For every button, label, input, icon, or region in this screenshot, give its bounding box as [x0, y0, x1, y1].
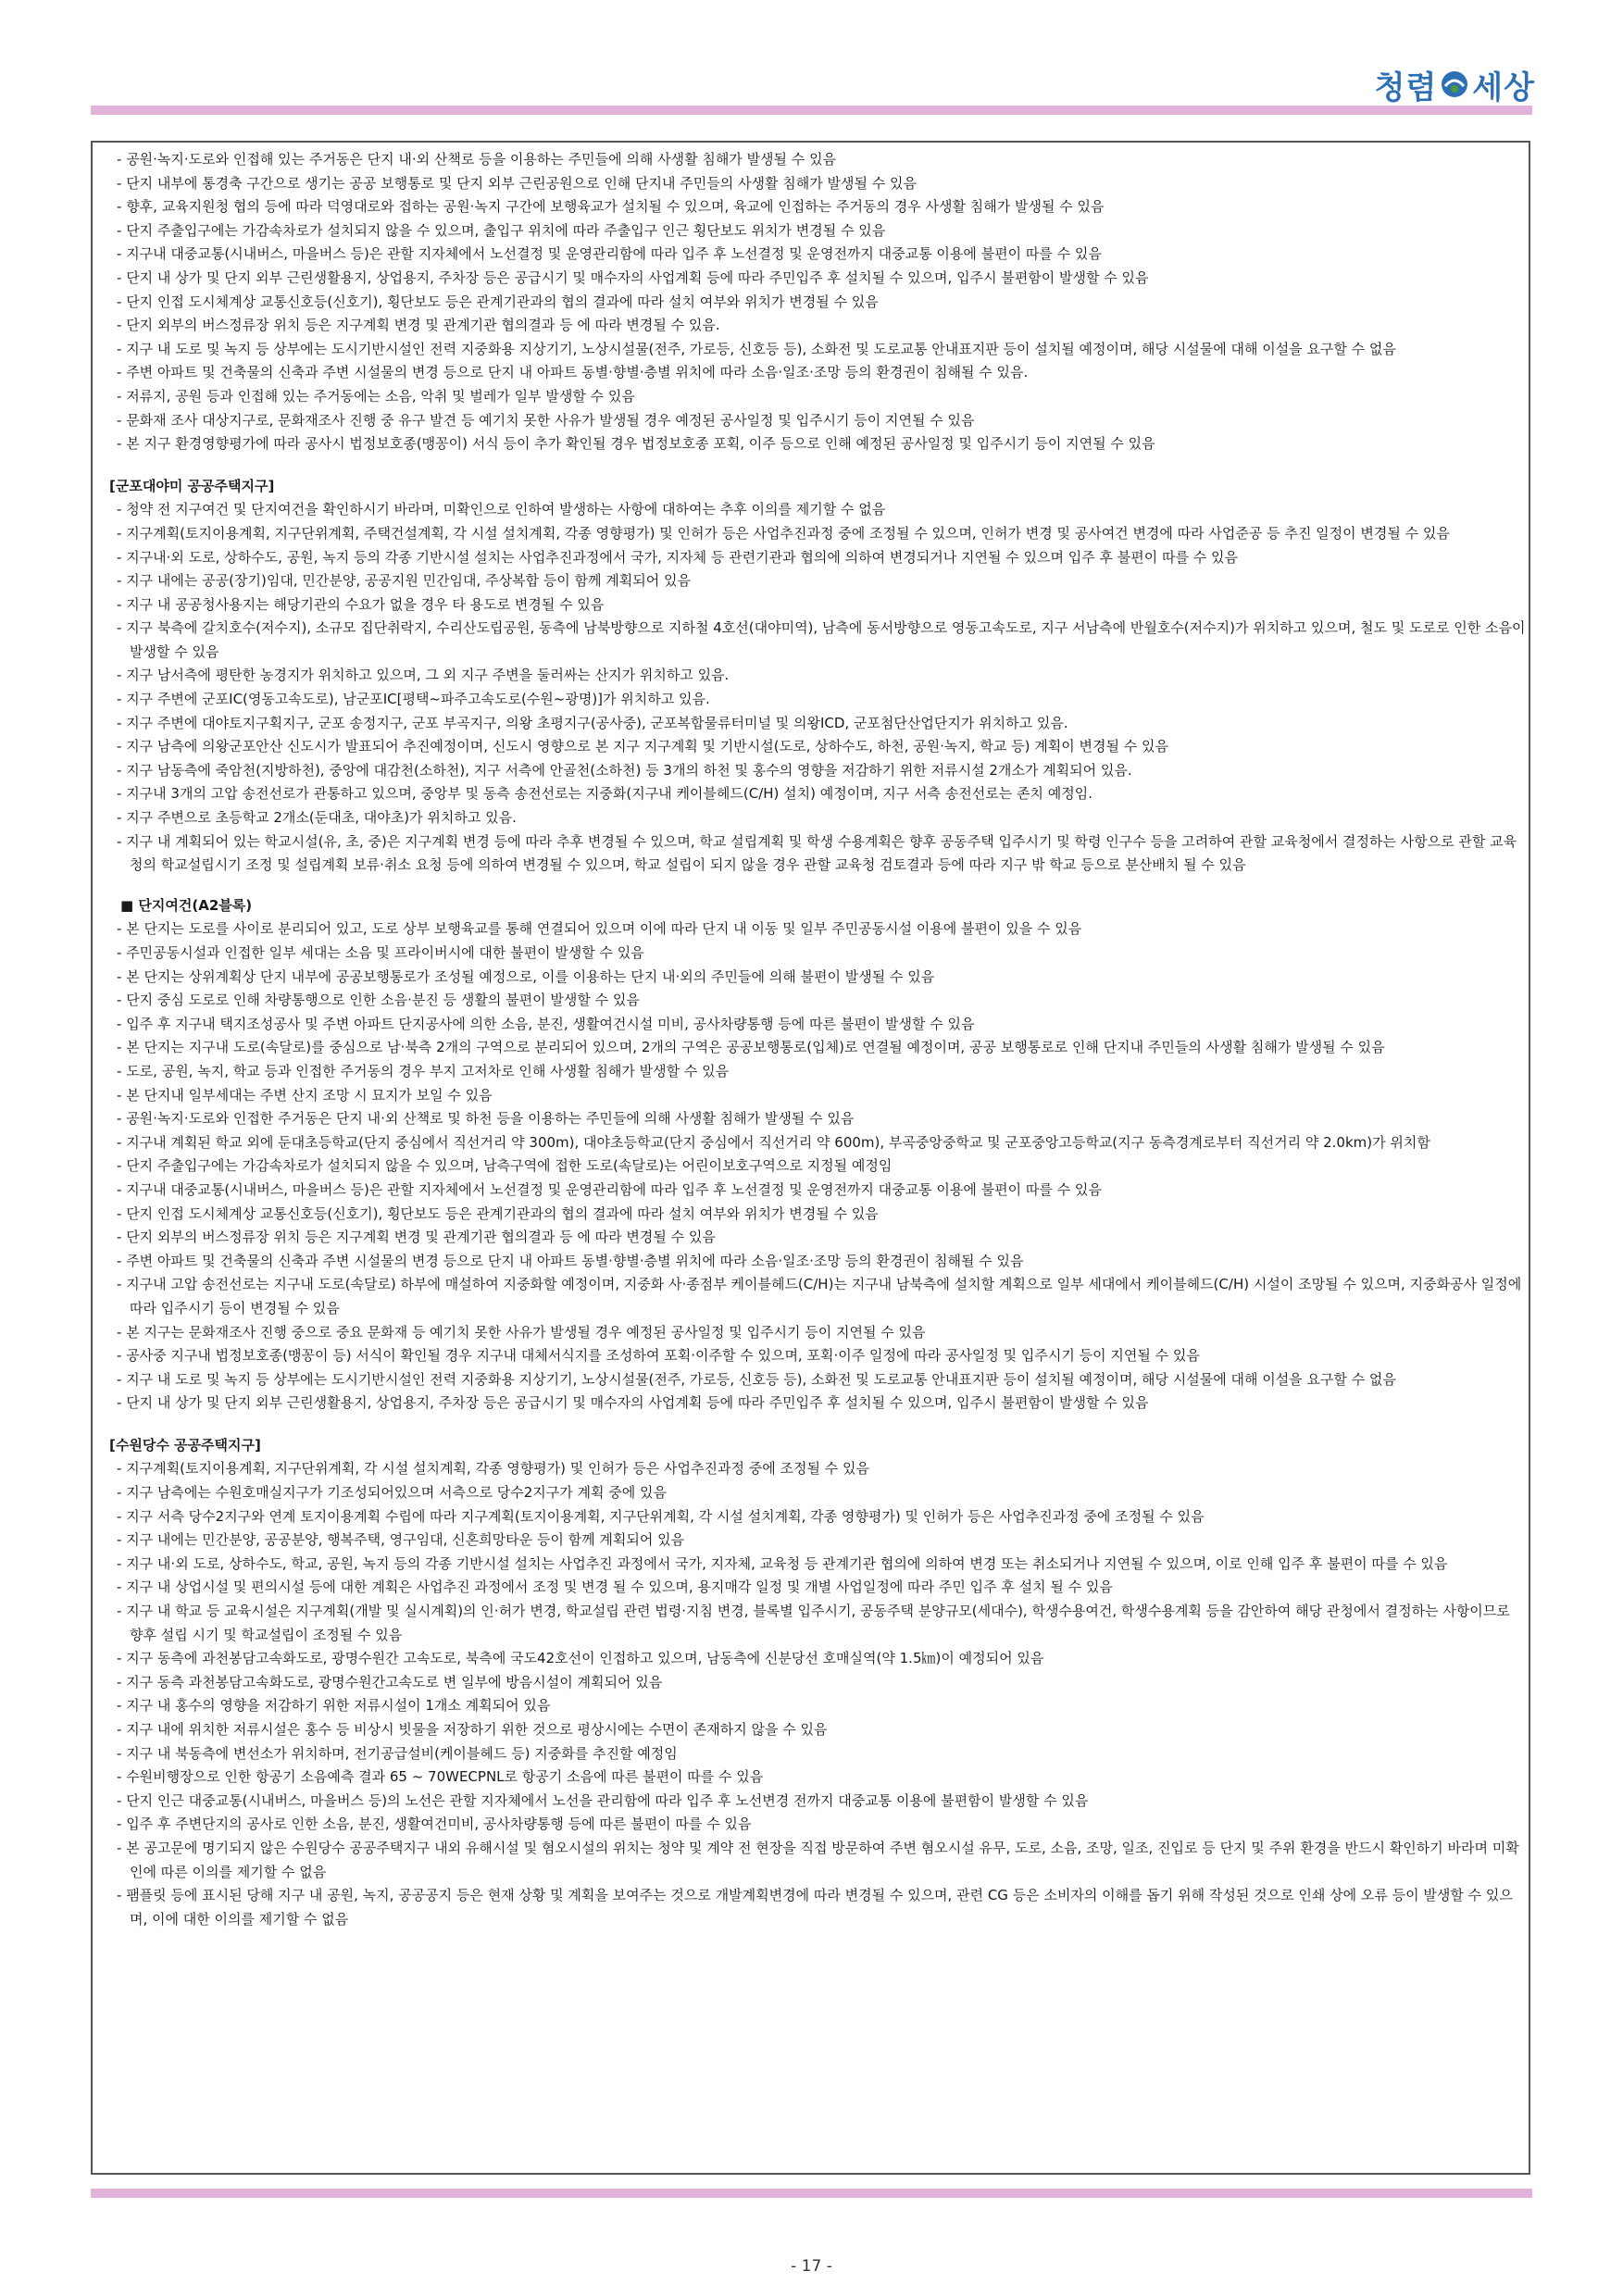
- list-item: - 지구내 계획된 학교 외에 둔대초등학교(단지 중심에서 직선거리 약 300m), 대야초등학교(단지 중심에서 직선거리 약 600m), 부곡중앙중학교 및 군포중앙고등학교(지구 동측경계로부터 직선거리 약 2.0km)가 위치함: [100, 1131, 1526, 1155]
- list-item: - 본 공고문에 명기되지 않은 수원당수 공공주택지구 내외 유해시설 및 혐오시설의 위치는 청약 및 계약 전 현장을 직접 방문하여 주변 혐오시설 유무, 도로, 소음, 조망, 일조, 진입로 등 단지 및 주위 환경을 반드시 확인하기 바라며 미확인에 따른 이의를 제기할 수 없음: [100, 1837, 1526, 1884]
- list-item: - 단지 내부에 통경축 구간으로 생기는 공공 보행통로 및 단지 외부 근린공원으로 인해 단지내 주민들의 사생활 침해가 발생될 수 있음: [100, 172, 1526, 196]
- list-item: - 청약 전 지구여건 및 단지여건을 확인하시기 바라며, 미확인으로 인하여 발생하는 사항에 대하여는 추후 이의를 제기할 수 없음: [100, 498, 1526, 522]
- footer-divider: [91, 2189, 1532, 2198]
- list-item: - 단지 주출입구에는 가감속차로가 설치되지 않을 수 있으며, 출입구 위치에 따라 주출입구 인근 횡단보도 위치가 변경될 수 있음: [100, 219, 1526, 243]
- list-item: - 단지 외부의 버스정류장 위치 등은 지구계획 변경 및 관계기관 협의결과 등 에 따라 변경될 수 있음: [100, 1226, 1526, 1250]
- page-number: - 17 -: [791, 2257, 832, 2276]
- header-divider: [91, 106, 1532, 115]
- list-item: - 지구 주변에 대야토지구획지구, 군포 송정지구, 군포 부곡지구, 의왕 초평지구(공사중), 군포복합물류터미널 및 의왕ICD, 군포첨단산업단지가 위치하고 있음.: [100, 712, 1526, 736]
- list-item: - 지구 내에 위치한 저류시설은 홍수 등 비상시 빗물을 저장하기 위한 것으로 평상시에는 수면이 존재하지 않을 수 있음: [100, 1718, 1526, 1742]
- list-item: - 지구 서측 당수2지구와 연계 토지이용계획 수립에 따라 지구계획(토지이용계획, 지구단위계획, 각 시설 설치계획, 각종 영향평가) 및 인허가 등은 사업추진과정 중에 조정될 수 있음: [100, 1505, 1526, 1529]
- logo: [1375, 61, 1535, 107]
- a2-list: [100, 917, 1526, 1415]
- section-title-a2: ■ 단지여건(A2블록): [100, 894, 1526, 918]
- list-item: - 지구 남서측에 평탄한 농경지가 위치하고 있으며, 그 외 지구 주변을 둘러싸는 산지가 위치하고 있음.: [100, 664, 1526, 688]
- list-item: - 본 단지는 지구내 도로(속달로)를 중심으로 남·북측 2개의 구역으로 분리되어 있으며, 2개의 구역은 공공보행통로(입체)로 연결될 예정이며, 공공 보행통로로 인해 단지내 주민들의 사생활 침해가 발생될 수 있음: [100, 1036, 1526, 1060]
- list-item: - 팸플릿 등에 표시된 당해 지구 내 공원, 녹지, 공공공지 등은 현재 상황 및 계획을 보여주는 것으로 개발계획변경에 따라 변경될 수 있으며, 관련 CG 등은 소비자의 이해를 돕기 위해 작성된 것으로 인쇄 상에 오류 등이 발생할 수 있으며, 이에 대한 이의를 제기할 수 없음: [100, 1884, 1526, 1931]
- list-item: - 본 지구는 문화재조사 진행 중으로 중요 문화재 등 예기치 못한 사유가 발생될 경우 예정된 공사일정 및 입주시기 등이 지연될 수 있음: [100, 1321, 1526, 1345]
- list-item: - 단지 주출입구에는 가감속차로가 설치되지 않을 수 있으며, 남측구역에 접한 도로(속달로)는 어린이보호구역으로 지정될 예정임: [100, 1154, 1526, 1179]
- list-item: - 지구 북측에 갈치호수(저수지), 소규모 집단취락지, 수리산도립공원, 동측에 남북방향으로 지하철 4호선(대야미역), 남측에 동서방향으로 영동고속도로, 지구 서남측에 반월호수(저수지)가 위치하고 있으며, 철도 및 도로로 인한 소음이 발생할 수 있음: [100, 617, 1526, 664]
- list-item: - 본 단지는 도로를 사이로 분리되어 있고, 도로 상부 보행육교를 통해 연결되어 있으며 이에 따라 단지 내 이동 및 일부 주민공동시설 이용에 불편이 있을 수 있음: [100, 917, 1526, 942]
- list-item: - 단지 중심 도로로 인해 차량통행으로 인한 소음·분진 등 생활의 불편이 발생할 수 있음: [100, 989, 1526, 1013]
- list-item: - 단지 인접 도시체계상 교통신호등(신호기), 횡단보도 등은 관계기관과의 협의 결과에 따라 설치 여부와 위치가 변경될 수 있음: [100, 1203, 1526, 1227]
- list-item: - 지구 남측에 의왕군포안산 신도시가 발표되어 추진예정이며, 신도시 영향으로 본 지구 지구계획 및 기반시설(도로, 상하수도, 하천, 공원·녹지, 학교 등) 계획이 변경될 수 있음: [100, 735, 1526, 759]
- list-item: - 주변 아파트 및 건축물의 신축과 주변 시설물의 변경 등으로 단지 내 아파트 동별·향별·층별 위치에 따라 소음·일조·조망 등의 환경권이 침해될 수 있음.: [100, 361, 1526, 385]
- list-item: - 향후, 교육지원청 협의 등에 따라 덕영대로와 접하는 공원·녹지 구간에 보행육교가 설치될 수 있으며, 육교에 인접하는 주거동의 경우 사생활 침해가 발생될 수 있음: [100, 195, 1526, 219]
- list-item: - 지구내 3개의 고압 송전선로가 관통하고 있으며, 중앙부 및 동측 송전선로는 지중화(지구내 케이블헤드(C/H) 설치) 예정이며, 지구 서측 송전선로는 존치 예정임.: [100, 782, 1526, 806]
- list-item: - 지구 남측에는 수원호매실지구가 기조성되어있으며 서측으로 당수2지구가 계획 중에 있음: [100, 1481, 1526, 1505]
- list-item: - 지구 동측 과천봉담고속화도로, 광명수원간고속도로 변 일부에 방음시설이 계획되어 있음: [100, 1671, 1526, 1695]
- list-item: - 공원·녹지·도로와 인접해 있는 주거동은 단지 내·외 산책로 등을 이용하는 주민들에 의해 사생활 침해가 발생될 수 있음: [100, 148, 1526, 172]
- list-item: - 지구계획(토지이용계획, 지구단위계획, 주택건설계획, 각 시설 설치계획, 각종 영향평가) 및 인허가 등은 사업추진과정 중에 조정될 수 있으며, 인허가 변경 및 공사여건 변경에 따라 사업준공 등 추진 일정이 변경될 수 있음: [100, 522, 1526, 546]
- list-item: - 지구 내·외 도로, 상하수도, 학교, 공원, 녹지 등의 각종 기반시설 설치는 사업추진 과정에서 국가, 지자체, 교육청 등 관계기관 협의에 의하여 변경 또는 취소되거나 지연될 수 있으며, 이로 인해 입주 후 불편이 따를 수 있음: [100, 1553, 1526, 1577]
- list-item: - 지구 내 북동측에 변선소가 위치하며, 전기공급설비(케이블헤드 등) 지중화를 추진할 예정임: [100, 1742, 1526, 1766]
- intro-list: [100, 148, 1526, 456]
- list-item: - 지구 내 계획되어 있는 학교시설(유, 초, 중)은 지구계획 변경 등에 따라 추후 변경될 수 있으며, 학교 설립계획 및 학생 수용계획은 향후 공동주택 입주시기 및 학령 인구수 등을 고려하여 관할 교육청에서 결정하는 사항으로 관할 교육청의 학교설립시기 조정 및 설립계획 보류·취소 요청 등에 의하여 변경될 수 있으며, 학교 설립이 되지 않을 경우 관할 교육청 검토결과 등에 따라 지구 밖 학교 등으로 분산배치 될 수 있음: [100, 830, 1526, 878]
- list-item: - 지구내·외 도로, 상하수도, 공원, 녹지 등의 각종 기반시설 설치는 사업추진과정에서 국가, 지자체 등 관련기관과 협의에 의하여 변경되거나 지연될 수 있으며 입주 후 불편이 따를 수 있음: [100, 546, 1526, 570]
- list-item: - 지구 내 상업시설 및 편의시설 등에 대한 계획은 사업추진 과정에서 조정 및 변경 될 수 있으며, 용지매각 일정 및 개별 사업일정에 따라 주민 입주 후 설치 될 수 있음: [100, 1576, 1526, 1600]
- list-item: - 지구 내 공공청사용지는 해당기관의 수요가 없을 경우 타 용도로 변경될 수 있음: [100, 593, 1526, 618]
- list-item: - 본 지구 환경영향평가에 따라 공사시 법정보호종(맹꽁이) 서식 등이 추가 확인될 경우 법정보호종 포획, 이주 등으로 인해 예정된 공사일정 및 입주시기 등이 지연될 수 있음: [100, 432, 1526, 456]
- list-item: - 지구 내에는 공공(장기)임대, 민간분양, 공공지원 민간임대, 주상복합 등이 함께 계획되어 있음: [100, 569, 1526, 593]
- suwon-list: [100, 1457, 1526, 1931]
- logo-emblem-icon: [1440, 69, 1469, 99]
- list-item: - 지구 남동측에 죽암천(지방하천), 중앙에 대감천(소하천), 지구 서측에 안골천(소하천) 등 3개의 하천 및 홍수의 영향을 저감하기 위한 저류시설 2개소가 계획되어 있음.: [100, 759, 1526, 783]
- logo-text-1: 청렴: [1374, 69, 1438, 106]
- list-item: - 지구 내 학교 등 교육시설은 지구계획(개발 및 실시계획)의 인·허가 변경, 학교설립 관련 법령·지침 변경, 블록별 입주시기, 공동주택 분양규모(세대수), 학생수용여건, 학생수용계획 등을 감안하여 해당 관청에서 결정하는 사항이므로 향후 설립 시기 및 학교설립이 조정될 수 있음: [100, 1600, 1526, 1647]
- list-item: - 지구내 대중교통(시내버스, 마을버스 등)은 관할 지자체에서 노선결정 및 운영관리함에 따라 입주 후 노선결정 및 운영전까지 대중교통 이용에 불편이 따를 수 있음: [100, 1179, 1526, 1203]
- list-item: - 도로, 공원, 녹지, 학교 등과 인접한 주거동의 경우 부지 고저차로 인해 사생활 침해가 발생할 수 있음: [100, 1060, 1526, 1084]
- list-item: - 단지 외부의 버스정류장 위치 등은 지구계획 변경 및 관계기관 협의결과 등 에 따라 변경될 수 있음.: [100, 314, 1526, 338]
- list-item: - 문화재 조사 대상지구로, 문화재조사 진행 중 유구 발견 등 예기치 못한 사유가 발생될 경우 예정된 공사일정 및 입주시기 등이 지연될 수 있음: [100, 409, 1526, 433]
- list-item: - 주변 아파트 및 건축물의 신축과 주변 시설물의 변경 등으로 단지 내 아파트 동별·향별·층별 위치에 따라 소음·일조·조망 등의 환경권이 침해될 수 있음: [100, 1250, 1526, 1274]
- list-item: - 지구계획(토지이용계획, 지구단위계획, 각 시설 설치계획, 각종 영향평가) 및 인허가 등은 사업추진과정 중에 조정될 수 있음: [100, 1457, 1526, 1481]
- list-item: - 수원비행장으로 인한 항공기 소음예측 결과 65 ~ 70WECPNL로 항공기 소음에 따른 불편이 따를 수 있음: [100, 1766, 1526, 1790]
- list-item: - 단지 인접 도시체계상 교통신호등(신호기), 횡단보도 등은 관계기관과의 협의 결과에 따라 설치 여부와 위치가 변경될 수 있음: [100, 291, 1526, 315]
- list-item: - 주민공동시설과 인접한 일부 세대는 소음 및 프라이버시에 대한 불편이 발생할 수 있음: [100, 942, 1526, 966]
- list-item: - 단지 내 상가 및 단지 외부 근린생활용지, 상업용지, 주차장 등은 공급시기 및 매수자의 사업계획 등에 따라 주민입주 후 설치될 수 있으며, 입주시 불편함이 발생할 수 있음: [100, 267, 1526, 291]
- list-item: - 지구 내 홍수의 영향을 저감하기 위한 저류시설이 1개소 계획되어 있음: [100, 1694, 1526, 1718]
- list-item: - 본 단지는 상위계획상 단지 내부에 공공보행통로가 조성될 예정으로, 이를 이용하는 단지 내·외의 주민들에 의해 불편이 발생될 수 있음: [100, 966, 1526, 990]
- document-body: [100, 148, 1526, 1931]
- list-item: - 입주 후 지구내 택지조성공사 및 주변 아파트 단지공사에 의한 소음, 분진, 생활여건시설 미비, 공사차량통행 등에 따른 불편이 발생할 수 있음: [100, 1013, 1526, 1037]
- list-item: - 지구 내에는 민간분양, 공공분양, 행복주택, 영구임대, 신혼희망타운 등이 함께 계획되어 있음: [100, 1529, 1526, 1553]
- list-item: - 본 단지내 일부세대는 주변 산지 조망 시 묘지가 보일 수 있음: [100, 1084, 1526, 1108]
- list-item: - 공사중 지구내 법정보호종(맹꽁이 등) 서식이 확인될 경우 지구내 대체서식지를 조성하여 포획·이주할 수 있으며, 포획·이주 일정에 따라 공사일정 및 입주시기 등이 지연될 수 있음: [100, 1344, 1526, 1368]
- list-item: - 단지 인근 대중교통(시내버스, 마을버스 등)의 노선은 관할 지자체에서 노선을 관리함에 따라 입주 후 노선변경 전까지 대중교통 이용에 불편함이 발생할 수 있음: [100, 1790, 1526, 1814]
- list-item: - 입주 후 주변단지의 공사로 인한 소음, 분진, 생활여건미비, 공사차량통행 등에 따른 불편이 따를 수 있음: [100, 1813, 1526, 1837]
- list-item: - 지구내 고압 송전선로는 지구내 도로(속달로) 하부에 매설하여 지중화할 예정이며, 지중화 사·종점부 케이블헤드(C/H)는 지구내 남북측에 설치할 계획으로 일부 세대에서 케이블헤드(C/H) 시설이 조망될 수 있으며, 지중화공사 일정에 따라 입주시기 등이 변경될 수 있음: [100, 1273, 1526, 1320]
- section-title-gunpo: [군포대야미 공공주택지구]: [109, 477, 275, 494]
- list-item: - 지구 내 도로 및 녹지 등 상부에는 도시기반시설인 전력 지중화용 지상기기, 노상시설물(전주, 가로등, 신호등 등), 소화전 및 도로교통 안내표지판 등이 설치될 예정이며, 해당 시설물에 대해 이설을 요구할 수 없음: [100, 338, 1526, 362]
- list-item: - 지구 동측에 과천봉담고속화도로, 광명수원간 고속도로, 북측에 국도42호선이 인접하고 있으며, 남동측에 신분당선 호매실역(약 1.5㎞)이 예정되어 있음: [100, 1647, 1526, 1671]
- list-item: - 지구 내 도로 및 녹지 등 상부에는 도시기반시설인 전력 지중화용 지상기기, 노상시설물(전주, 가로등, 신호등 등), 소화전 및 도로교통 안내표지판 등이 설치될 예정이며, 해당 시설물에 대해 이설을 요구할 수 없음: [100, 1368, 1526, 1392]
- list-item: - 지구 주변에 군포IC(영동고속도로), 남군포IC[평택~파주고속도로(수원~광명)]가 위치하고 있음.: [100, 688, 1526, 712]
- list-item: - 공원·녹지·도로와 인접한 주거동은 단지 내·외 산책로 및 하천 등을 이용하는 주민들에 의해 사생활 침해가 발생될 수 있음: [100, 1107, 1526, 1131]
- list-item: - 단지 내 상가 및 단지 외부 근린생활용지, 상업용지, 주차장 등은 공급시기 및 매수자의 사업계획 등에 따라 주민입주 후 설치될 수 있으며, 입주시 불편함이 발생할 수 있음: [100, 1391, 1526, 1416]
- list-item: - 저류지, 공원 등과 인접해 있는 주거동에는 소음, 악취 및 벌레가 일부 발생할 수 있음: [100, 385, 1526, 409]
- logo-text-2: 세상: [1472, 69, 1535, 106]
- list-item: - 지구내 대중교통(시내버스, 마을버스 등)은 관할 지자체에서 노선결정 및 운영관리함에 따라 입주 후 노선결정 및 운영전까지 대중교통 이용에 불편이 따를 수 있음: [100, 243, 1526, 267]
- section-title-suwon: [수원당수 공공주택지구]: [109, 1436, 261, 1454]
- gunpo-list: [100, 498, 1526, 878]
- list-item: - 지구 주변으로 초등학교 2개소(둔대초, 대야초)가 위치하고 있음.: [100, 806, 1526, 830]
